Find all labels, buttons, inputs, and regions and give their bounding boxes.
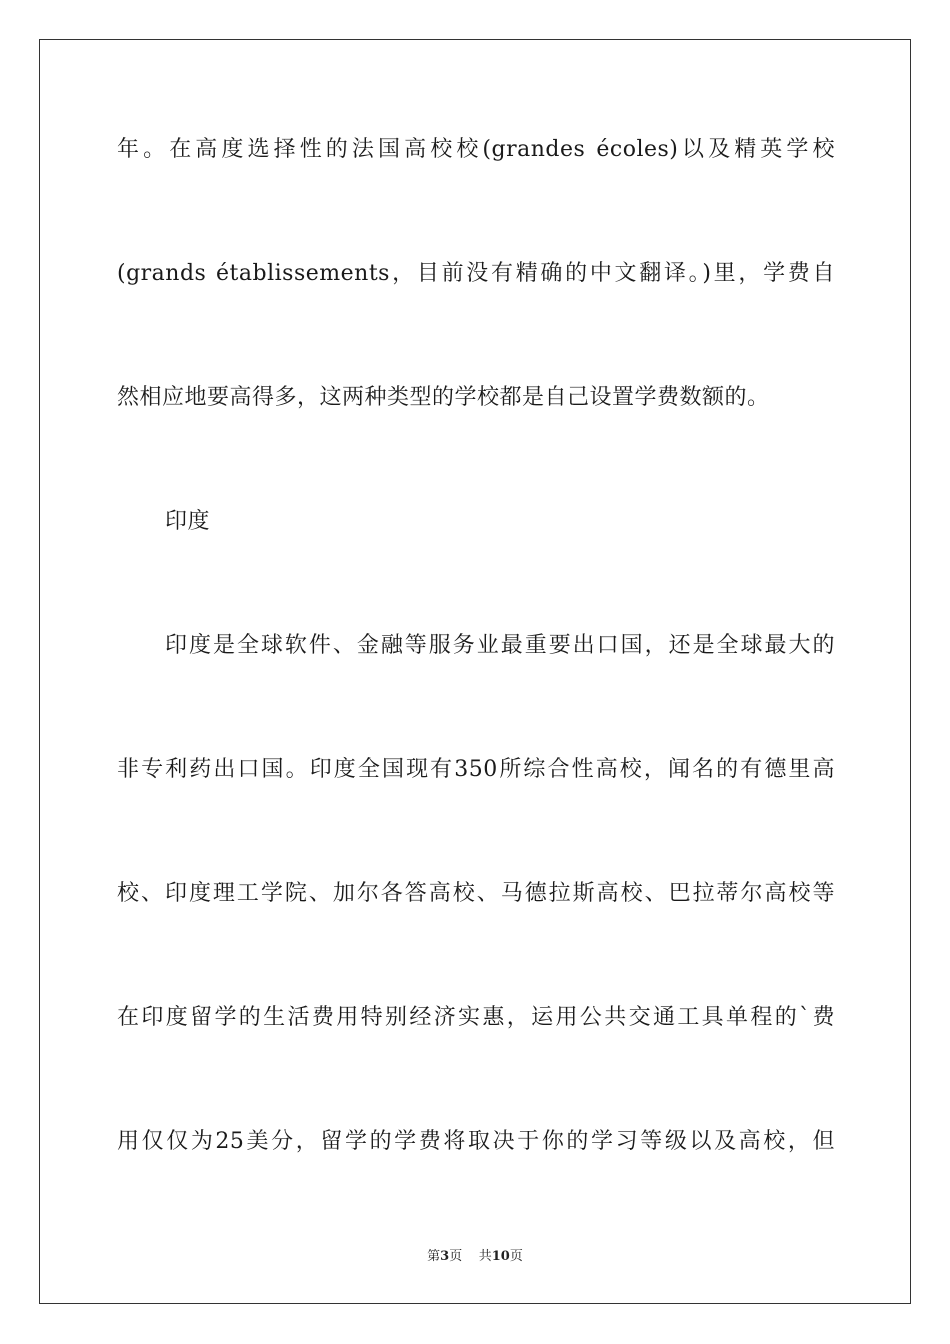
footer-page-number: 3: [440, 1249, 450, 1264]
section-heading: 印度: [165, 509, 211, 534]
body-text-line-6: 非专利药出口国。印度全国现有350所综合性高校，闻名的有德里高: [117, 757, 835, 782]
footer-page-suffix: 页: [449, 1249, 463, 1264]
footer-page-prefix: 第: [427, 1249, 441, 1264]
body-text-line-9: 用仅仅为25美分，留学的学费将取决于你的学习等级以及高校，但: [117, 1129, 835, 1154]
body-text-line-5: 印度是全球软件、金融等服务业最重要出口国，还是全球最大的: [165, 633, 835, 658]
footer-total-pages: 10: [491, 1249, 510, 1264]
page-border: [39, 39, 911, 1304]
body-text-line-1: 年。在高度选择性的法国高校校(grandes écoles)以及精英学校: [117, 137, 835, 162]
body-text-line-2: (grands établissements，目前没有精确的中文翻译。)里，学费自: [117, 261, 835, 286]
body-text-line-3: 然相应地要高得多，这两种类型的学校都是自己设置学费数额的。: [117, 385, 770, 410]
body-text-line-7: 校、印度理工学院、加尔各答高校、马德拉斯高校、巴拉蒂尔高校等: [117, 881, 835, 906]
page-footer: [0, 1248, 950, 1266]
footer-total-suffix: 页: [509, 1249, 523, 1264]
footer-total-prefix: 共: [478, 1249, 492, 1264]
body-text-line-8: 在印度留学的生活费用特别经济实惠，运用公共交通工具单程的`费: [117, 1005, 835, 1030]
